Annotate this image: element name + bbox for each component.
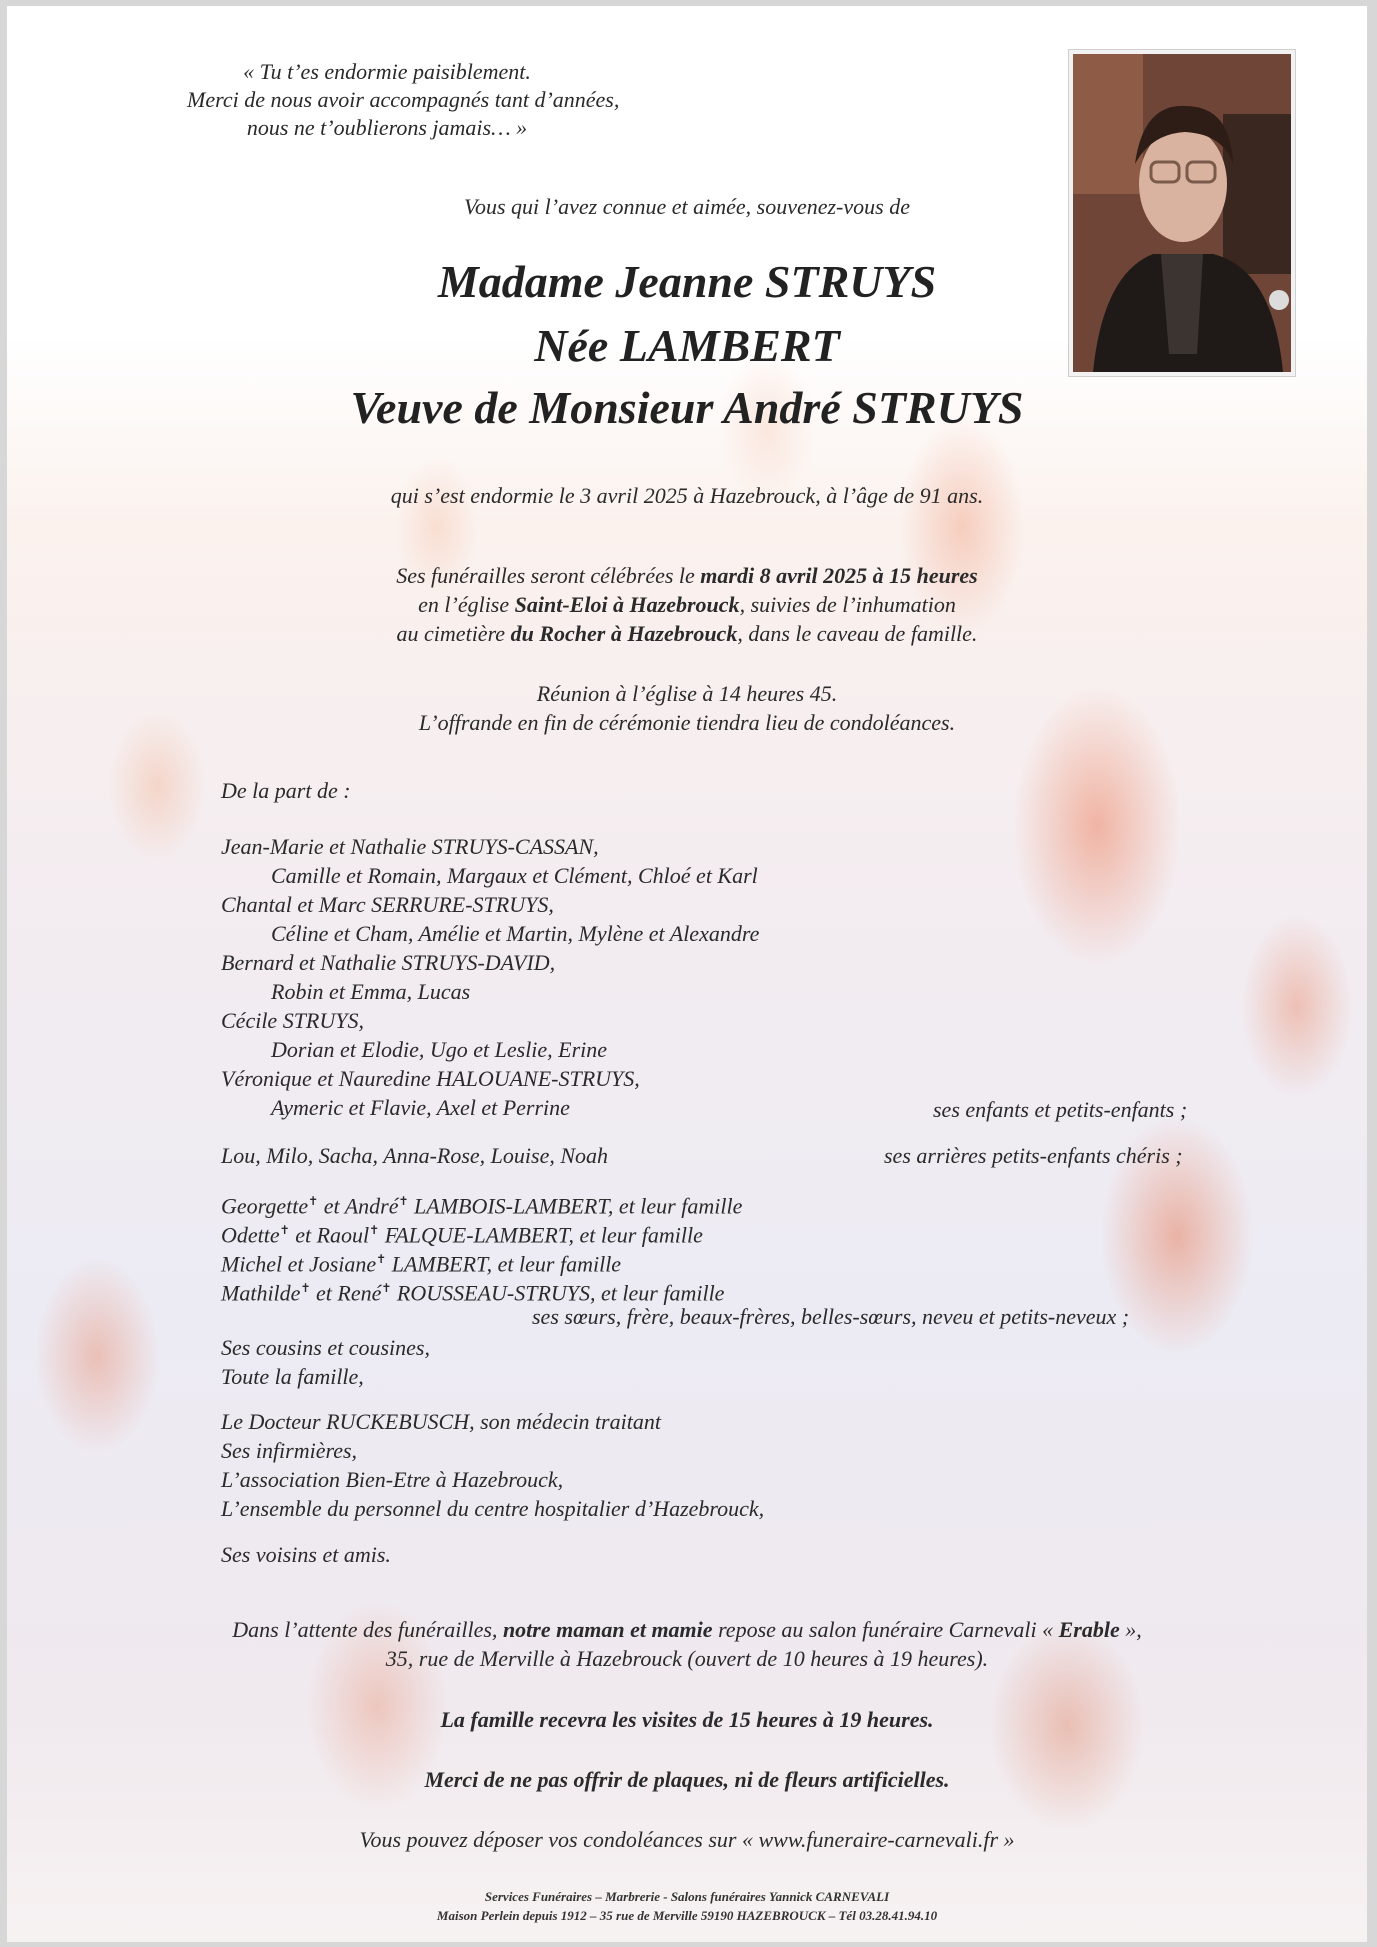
rest-line-2: 35, rue de Merville à Hazebrouck (ouvert de 10 heures à 19 heures). xyxy=(385,1646,989,1671)
widow-of: Veuve de Monsieur André STRUYS xyxy=(350,382,1024,433)
maiden-name: Née LAMBERT xyxy=(534,320,840,371)
deceased-cross-icon: ✝ xyxy=(279,1223,290,1237)
deceased-cross-icon: ✝ xyxy=(376,1252,387,1266)
from-label: De la part de : xyxy=(221,778,351,803)
sibling-line: Georgette✝ et André✝ LAMBOIS-LAMBERT, et leur famille xyxy=(221,1193,743,1219)
footer-line-2: Maison Perlein depuis 1912 – 35 rue de Merville 59190 HAZEBROUCK – Tél 03.28.41.94.10 xyxy=(436,1908,938,1923)
funeral-line-1: Ses funérailles seront célébrées le mardi 8 avril 2025 à 15 heures xyxy=(396,563,978,588)
family-line: Robin et Emma, Lucas xyxy=(271,979,471,1004)
family-line: Cécile STRUYS, xyxy=(221,1008,364,1033)
deceased-cross-icon: ✝ xyxy=(300,1281,311,1295)
deceased-cross-icon: ✝ xyxy=(398,1194,409,1208)
family-line: Bernard et Nathalie STRUYS-DAVID, xyxy=(221,950,556,975)
family-line: Véronique et Nauredine HALOUANE-STRUYS, xyxy=(221,1066,640,1091)
care-line: L’ensemble du personnel du centre hospitalier d’Hazebrouck, xyxy=(221,1496,765,1521)
quote-line-1: « Tu t’es endormie paisiblement. xyxy=(243,59,531,84)
visits-notice: La famille recevra les visites de 15 heures à 19 heures. xyxy=(440,1707,934,1732)
family-line: Chantal et Marc SERRURE-STRUYS, xyxy=(221,892,554,917)
quote-line-3: nous ne t’oublierons jamais… » xyxy=(246,115,528,140)
others-line: Ses cousins et cousines, xyxy=(221,1335,430,1360)
sibling-line: Michel et Josiane✝ LAMBERT, et leur famille xyxy=(221,1251,622,1277)
family-line: Aymeric et Flavie, Axel et Perrine xyxy=(271,1095,570,1120)
family-line: Jean-Marie et Nathalie STRUYS-CASSAN, xyxy=(221,834,599,859)
footer-line-1: Services Funéraires – Marbrerie - Salons funéraires Yannick CARNEVALI xyxy=(484,1889,890,1904)
sibling-line: Odette✝ et Raoul✝ FALQUE-LAMBERT, et leur famille xyxy=(221,1222,703,1248)
family-line: Céline et Cham, Amélie et Martin, Mylène et Alexandre xyxy=(271,921,760,946)
care-line: L’association Bien-Etre à Hazebrouck, xyxy=(221,1467,564,1492)
family-line: Camille et Romain, Margaux et Clément, Chloé et Karl xyxy=(271,863,758,888)
great-grandchildren-role: ses arrières petits-enfants chéris ; xyxy=(884,1143,1183,1168)
great-grandchildren: Lou, Milo, Sacha, Anna-Rose, Louise, Noah xyxy=(221,1143,609,1168)
siblings-role: ses sœurs, frère, beaux-frères, belles-sœurs, neveu et petits-neveux ; xyxy=(532,1304,1130,1329)
family-line: Dorian et Elodie, Ugo et Leslie, Erine xyxy=(271,1037,608,1062)
death-notice: qui s’est endormie le 3 avril 2025 à Hazebrouck, à l’âge de 91 ans. xyxy=(390,483,984,508)
others-line: Toute la famille, xyxy=(221,1364,364,1389)
obituary-page xyxy=(7,6,1367,1942)
portrait-photo xyxy=(1069,50,1295,376)
funeral-line-2: en l’église Saint-Eloi à Hazebrouck, suivies de l’inhumation xyxy=(418,592,956,617)
reunion-line-2: L’offrande en fin de cérémonie tiendra lieu de condoléances. xyxy=(418,710,956,735)
condolences-notice: Vous pouvez déposer vos condoléances sur « www.funeraire-carnevali.fr » xyxy=(359,1827,1015,1852)
family-role: ses enfants et petits-enfants ; xyxy=(933,1097,1188,1122)
no-flowers-notice: Merci de ne pas offrir de plaques, ni de fleurs artificielles. xyxy=(424,1767,950,1792)
funeral-line-3: au cimetière du Rocher à Hazebrouck, dans le caveau de famille. xyxy=(396,621,978,646)
care-line: Ses infirmières, xyxy=(221,1438,358,1463)
reunion-line-1: Réunion à l’église à 14 heures 45. xyxy=(536,681,838,706)
rest-line-1: Dans l’attente des funérailles, notre maman et mamie repose au salon funéraire Carnevali « Erable », xyxy=(232,1617,1142,1642)
deceased-cross-icon: ✝ xyxy=(308,1194,319,1208)
care-line: Le Docteur RUCKEBUSCH, son médecin traitant xyxy=(221,1409,661,1434)
intro-text: Vous qui l’avez connue et aimée, souvenez-vous de xyxy=(464,194,910,219)
sibling-line: Mathilde✝ et René✝ ROUSSEAU-STRUYS, et leur famille xyxy=(221,1280,725,1306)
quote-line-2: Merci de nous avoir accompagnés tant d’années, xyxy=(187,87,620,112)
deceased-cross-icon: ✝ xyxy=(381,1281,392,1295)
neighbours-line: Ses voisins et amis. xyxy=(221,1542,391,1567)
deceased-name: Madame Jeanne STRUYS xyxy=(437,256,937,307)
deceased-cross-icon: ✝ xyxy=(369,1223,380,1237)
